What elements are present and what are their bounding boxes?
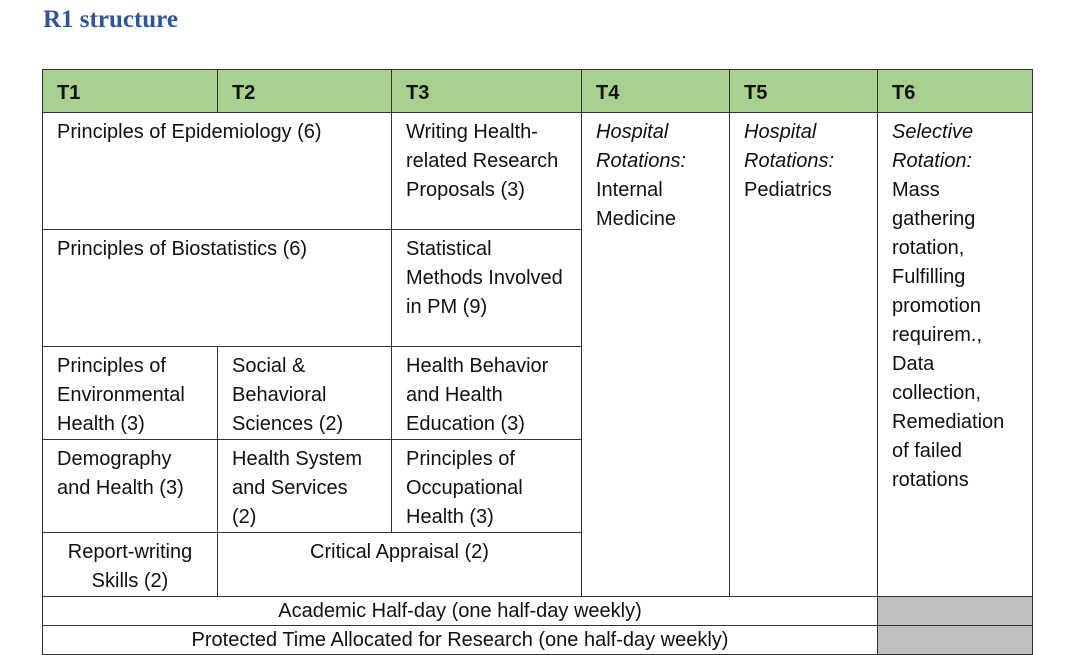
cell-academic-half-day: Academic Half-day (one half-day weekly)	[43, 597, 878, 626]
cell-epidemiology: Principles of Epidemiology (6)	[43, 113, 392, 230]
cell-t4-rotation	[582, 113, 730, 597]
page-title: R1 structure	[43, 6, 178, 33]
cell-research-shaded	[878, 626, 1033, 655]
header-t4: T4	[582, 70, 730, 113]
footer-row-research	[43, 626, 1033, 655]
r1-structure-table	[42, 69, 1033, 655]
header-t1: T1	[43, 70, 218, 113]
cell-academic-shaded	[878, 597, 1033, 626]
t5-label: Hospital Rotations:	[744, 121, 835, 172]
t5-value: Pediatrics	[744, 179, 832, 201]
table-row	[43, 113, 1033, 230]
t4-label: Hospital Rotations:	[596, 121, 687, 172]
header-t3: T3	[392, 70, 582, 113]
footer-row-academic	[43, 597, 1033, 626]
header-t5: T5	[730, 70, 878, 113]
cell-critical-appraisal: Critical Appraisal (2)	[218, 533, 582, 597]
cell-environmental-health: Principles of Environmental Health (3)	[43, 347, 218, 440]
cell-demography: Demography and Health (3)	[43, 440, 218, 533]
t6-label: Selective Rotation:	[892, 121, 974, 172]
cell-t5-rotation	[730, 113, 878, 597]
header-row	[43, 70, 1033, 113]
cell-protected-research-time: Protected Time Allocated for Research (one half-day weekly)	[43, 626, 878, 655]
cell-occupational-health: Principles of Occupational Health (3)	[392, 440, 582, 533]
header-t2: T2	[218, 70, 392, 113]
cell-research-proposals: Writing Health-related Research Proposals (3)	[392, 113, 582, 230]
cell-statistical-methods: Statistical Methods Involved in PM (9)	[392, 230, 582, 347]
header-t6: T6	[878, 70, 1033, 113]
t6-value: Mass gathering rotation, Fulfilling promotion requirem., Data collection, Remediation of failed rotations	[892, 179, 1005, 491]
cell-report-writing: Report-writing Skills (2)	[43, 533, 218, 597]
cell-t6-rotation	[878, 113, 1033, 597]
cell-health-behavior: Health Behavior and Health Education (3)	[392, 347, 582, 440]
cell-behavioral-sciences: Social & Behavioral Sciences (2)	[218, 347, 392, 440]
cell-health-system: Health System and Services (2)	[218, 440, 392, 533]
t4-value: Internal Medicine	[596, 179, 677, 230]
cell-biostatistics: Principles of Biostatistics (6)	[43, 230, 392, 347]
